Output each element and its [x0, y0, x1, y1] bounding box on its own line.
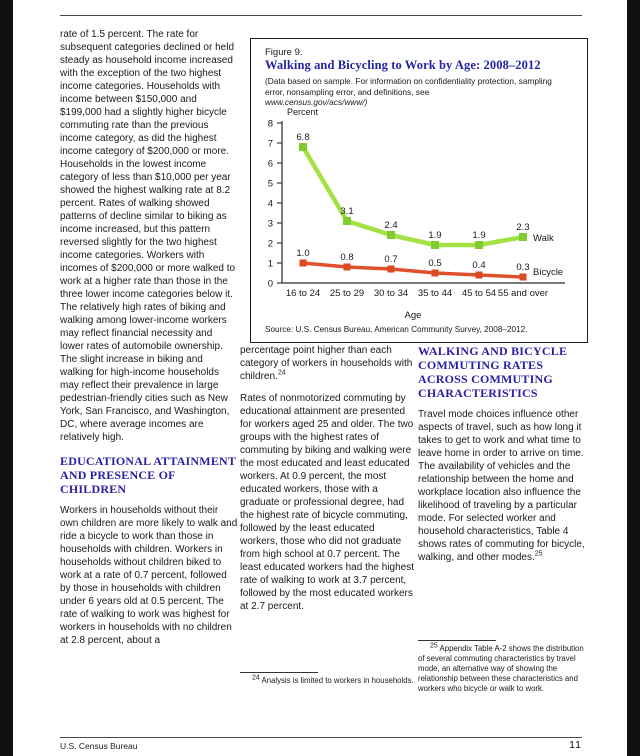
- footnote-24-text: [240, 676, 416, 686]
- bicycle-data-label: 0.4: [472, 260, 486, 271]
- walk-data-label: 1.9: [428, 230, 442, 241]
- bicycle-data-point: [432, 270, 439, 277]
- footnote-25-body: Appendix Table A-2 shows the distribution of several commuting characteristics by travel mode, an alternative way of showing the relationship between these characteristics and workers who bicycle or walk to work.: [418, 644, 584, 693]
- footnote-25-marker: 25: [430, 642, 438, 650]
- footnote-24-body: Analysis is limited to workers in households.: [259, 676, 414, 685]
- page-number: 11: [569, 739, 582, 751]
- bicycle-data-label: 0.7: [384, 254, 398, 265]
- middle-paragraph-1-text: percentage point higher than each category of workers in households with children.: [240, 345, 413, 382]
- y-tick-label: 8: [267, 118, 273, 130]
- y-axis-title: Percent: [287, 107, 319, 117]
- bicycle-data-label: 0.5: [428, 258, 442, 269]
- y-tick-label: 5: [267, 178, 273, 190]
- walk-data-point: [519, 233, 527, 241]
- footnote-25: [418, 640, 590, 694]
- y-tick-label: 2: [267, 238, 273, 250]
- footnote-ref-24: 24: [277, 369, 286, 377]
- figure-source: Source: U.S. Census Bureau, American Community Survey, 2008–2012.: [265, 325, 528, 334]
- figure-note-text: (Data based on sample. For information on confidentiality protection, sampling error, nonsampling error, and definitions, see: [265, 76, 552, 97]
- y-tick-label: 0: [267, 278, 273, 290]
- y-tick-label: 3: [267, 218, 273, 230]
- footnote-24: [240, 672, 416, 686]
- bicycle-data-point: [388, 266, 395, 273]
- walk-data-point: [299, 143, 307, 151]
- figure-9-box: [250, 38, 588, 343]
- x-category-label: 35 to 44: [417, 288, 453, 299]
- y-tick-label: 1: [267, 258, 273, 270]
- middle-paragraph-2: Rates of nonmotorized commuting by educational attainment are presented for workers aged 25 and older. The two groups with the highest rates of commuting by biking and walking were the most educated and least educated workers. At 0.9 percent, the most educated workers, those with a graduate or professional degree, had the highest rate of bicycle commuting, followed by the least educated workers, those who did not graduate from high school at 0.7 percent. The least educated workers had the highest rate of walking to work at 3.7 percent, followed by the most educated workers at 2.7 percent.: [240, 393, 414, 612]
- footnote-25-text: [418, 644, 590, 694]
- bicycle-data-point: [300, 260, 307, 267]
- x-category-label: 25 to 29: [329, 288, 365, 299]
- walk-data-label: 3.1: [340, 206, 354, 217]
- x-axis-title: Age: [404, 310, 422, 321]
- walk-data-point: [343, 217, 351, 225]
- middle-column: [240, 344, 414, 622]
- bicycle-data-label: 0.8: [340, 252, 354, 263]
- bicycle-data-point: [344, 264, 351, 271]
- bicycle-data-label: 1.0: [296, 248, 310, 259]
- y-tick-label: 6: [267, 158, 273, 170]
- bicycle-data-point: [476, 272, 483, 279]
- walk-data-label: 2.3: [516, 222, 530, 233]
- left-paragraph-2: Workers in households without their own children are more likely to walk and ride a bicycle to work than those in households with children. Workers in households without children biked to work at a rate of 0.7 percent, followed by those in households with children under 6 years old at 0.5 percent. The rate of walking to work was highest for workers in households with no children at 2.8 percent, about a: [60, 505, 238, 646]
- left-column: [60, 28, 238, 656]
- bicycle-data-label: 0.3: [516, 262, 530, 273]
- footnote-rule: [418, 640, 496, 641]
- footnote-ref-25: 25: [534, 550, 543, 558]
- document-page: [13, 0, 627, 756]
- bicycle-series-label: Bicycle: [533, 267, 564, 278]
- right-column: [418, 344, 586, 573]
- section-heading-commuting-characteristics: WALKING AND BICYCLE COMMUTING RATES ACROSS COMMUTING CHARACTERISTICS: [418, 344, 568, 400]
- walk-data-point: [431, 241, 439, 249]
- walk-line: [303, 147, 523, 245]
- middle-paragraph-1: [240, 344, 414, 383]
- footer-publisher: U.S. Census Bureau: [60, 741, 138, 751]
- footnote-rule: [240, 672, 318, 673]
- bicycle-data-point: [520, 274, 527, 281]
- figure-label: Figure 9.: [265, 47, 303, 58]
- walk-data-label: 2.4: [384, 220, 398, 231]
- figure-title: Walking and Bicycling to Work by Age: 2008–2012: [265, 58, 541, 72]
- x-category-label: 55 and over: [497, 288, 549, 299]
- y-tick-label: 4: [267, 198, 273, 210]
- line-chart: [251, 39, 587, 342]
- figure-note-url: www.census.gov/acs/www/): [265, 97, 368, 107]
- footer-rule: [60, 737, 582, 738]
- left-paragraph-1: rate of 1.5 percent. The rate for subsequent categories declined or held steady as household income increased with the exception of the two highest income categories. Households with income between $150,000 and $199,000 had a slightly higher bicycle commuting rate than the previous income category, as did the highest income category of $200,000 or more. Households in the lowest income category of less than $10,000 per year showed the highest walking rate at 8.2 percent. Rates of walking showed patterns of decline similar to biking as income increased, but this pattern reversed slightly for the two highest income categories. Workers with incomes of $200,000 or more walked to work at a higher rate than those in the three lower income categories below it. The relatively high rates of biking and walking among lower-income workers may reflect financial necessity and lower rates of automobile ownership. The slight increase in biking and walking for high-income households may reflect their prevalence in large pedestrian-friendly cities such as New York, San Francisco, and Washington, DC, where average incomes are relatively high.: [60, 29, 236, 443]
- x-category-label: 45 to 54: [461, 288, 497, 299]
- section-heading-educational-attainment: EDUCATIONAL ATTAINMENT AND PRESENCE OF CHILDREN: [60, 454, 236, 496]
- bicycle-line: [303, 263, 523, 277]
- y-tick-label: 7: [267, 138, 273, 150]
- walk-data-point: [387, 231, 395, 239]
- x-category-label: 16 to 24: [285, 288, 321, 299]
- right-paragraph-1-text: Travel mode choices influence other aspects of travel, such as how long it takes to get to work and what time to leave home in order to arrive on time. The availability of vehicles and the relationship between the home and workplace location also influence the likelihood of traveling by a particular mode. For selected worker and household characteristics, Table 4 shows rates of commuting for bicycle, walking, and other modes.: [418, 409, 585, 563]
- right-paragraph-1: [418, 408, 586, 564]
- x-category-label: 30 to 34: [373, 288, 409, 299]
- walk-data-point: [475, 241, 483, 249]
- header-rule: [60, 15, 582, 16]
- footnote-24-marker: 24: [252, 674, 260, 682]
- walk-data-label: 6.8: [296, 132, 310, 143]
- walk-series-label: Walk: [533, 233, 554, 244]
- walk-data-label: 1.9: [472, 230, 486, 241]
